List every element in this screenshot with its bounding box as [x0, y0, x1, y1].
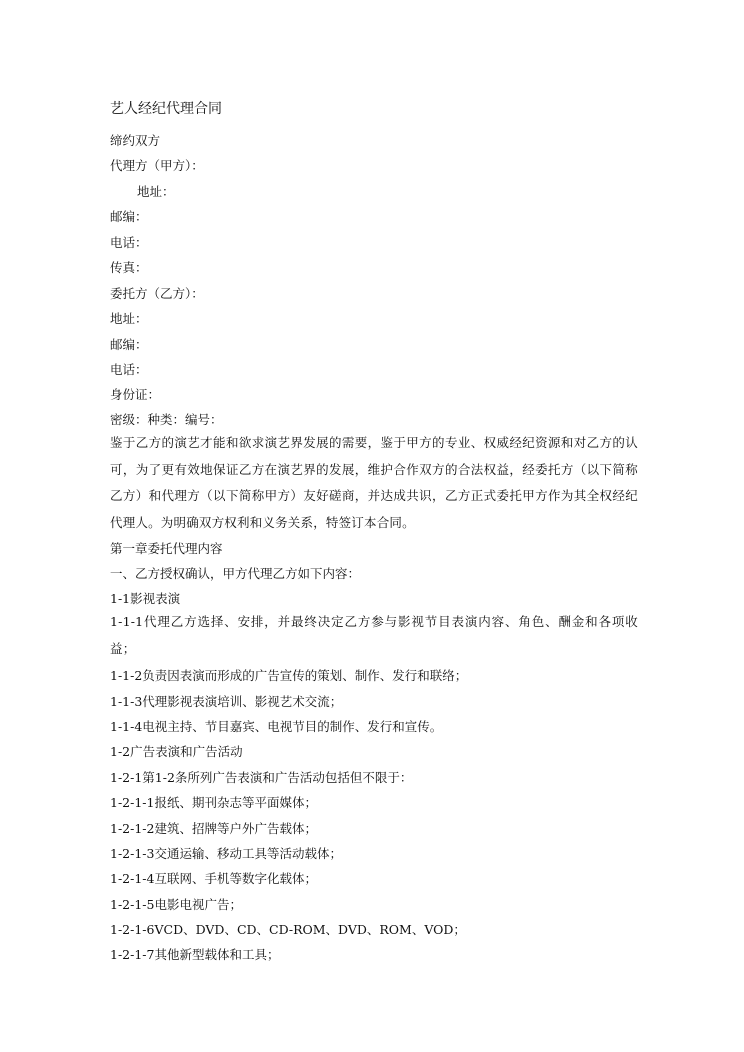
client-postcode-label: 邮编：	[110, 337, 148, 352]
clause-1-2-1-3: 1-2-1-3交通运输、移动工具等活动载体；	[110, 846, 342, 861]
agent-phone-label: 电话：	[110, 235, 148, 250]
preamble-paragraph: 鉴于乙方的演艺才能和欲求演艺界发展的需要，鉴于甲方的专业、权威经纪资源和对乙方的认可，为了更有效地保证乙方在演艺界的发展，维护合作双方的合法权益，经委托方（以下简称乙方）和代理方（以下简称甲方）友好磋商，并达成共识，乙方正式委托甲方作为其全权经纪代理人。为明确双方权利和义务关系，特签订本合同。	[110, 435, 638, 530]
clause-1-1-4: 1-1-4电视主持、节目嘉宾、电视节目的制作、发行和宣传。	[110, 719, 443, 734]
clause-1-2-1-2: 1-2-1-2建筑、招牌等户外广告载体；	[110, 821, 317, 836]
section-heading: 一、乙方授权确认，甲方代理乙方如下内容：	[110, 566, 361, 581]
agent-party-label: 代理方（甲方）：	[110, 158, 204, 173]
clause-1-2-1-7: 1-2-1-7其他新型载体和工具；	[110, 947, 280, 962]
agent-fax-label: 传真：	[110, 260, 148, 275]
clause-1-1-2: 1-1-2负责因表演而形成的广告宣传的策划、制作、发行和联络；	[110, 668, 468, 683]
clause-1-2-1: 1-2-1第1-2条所列广告表演和广告活动包括但不限于：	[110, 770, 413, 785]
clause-1-1-1: 1-1-1代理乙方选择、安排，并最终决定乙方参与影视节目表演内容、角色、酬金和各项收益；	[110, 614, 638, 656]
clause-1-2-1-1: 1-2-1-1报纸、期刊杂志等平面媒体；	[110, 795, 317, 810]
client-id-label: 身份证：	[110, 387, 161, 402]
classification-line: 密级：种类：编号：	[110, 412, 223, 427]
chapter-heading: 第一章委托代理内容	[110, 541, 223, 556]
clause-1-2-1-4: 1-2-1-4互联网、手机等数字化载体；	[110, 871, 317, 886]
clause-1-2: 1-2广告表演和广告活动	[110, 744, 243, 759]
client-party-label: 委托方（乙方）：	[110, 286, 204, 301]
clause-1-2-1-6: 1-2-1-6VCD、DVD、CD、CD-ROM、DVD、ROM、VOD；	[110, 922, 466, 937]
parties-heading: 缔约双方	[110, 133, 161, 148]
agent-address-label: 地址：	[137, 184, 175, 199]
clause-1-2-1-5: 1-2-1-5电影电视广告；	[110, 897, 242, 912]
clause-1-1-3: 1-1-3代理影视表演培训、影视艺术交流；	[110, 694, 343, 709]
document-title: 艺人经纪代理合同	[110, 101, 222, 117]
client-phone-label: 电话：	[110, 362, 148, 377]
agent-postcode-label: 邮编：	[110, 209, 148, 224]
clause-1-1: 1-1影视表演	[110, 591, 181, 606]
client-address-label: 地址：	[110, 311, 148, 326]
